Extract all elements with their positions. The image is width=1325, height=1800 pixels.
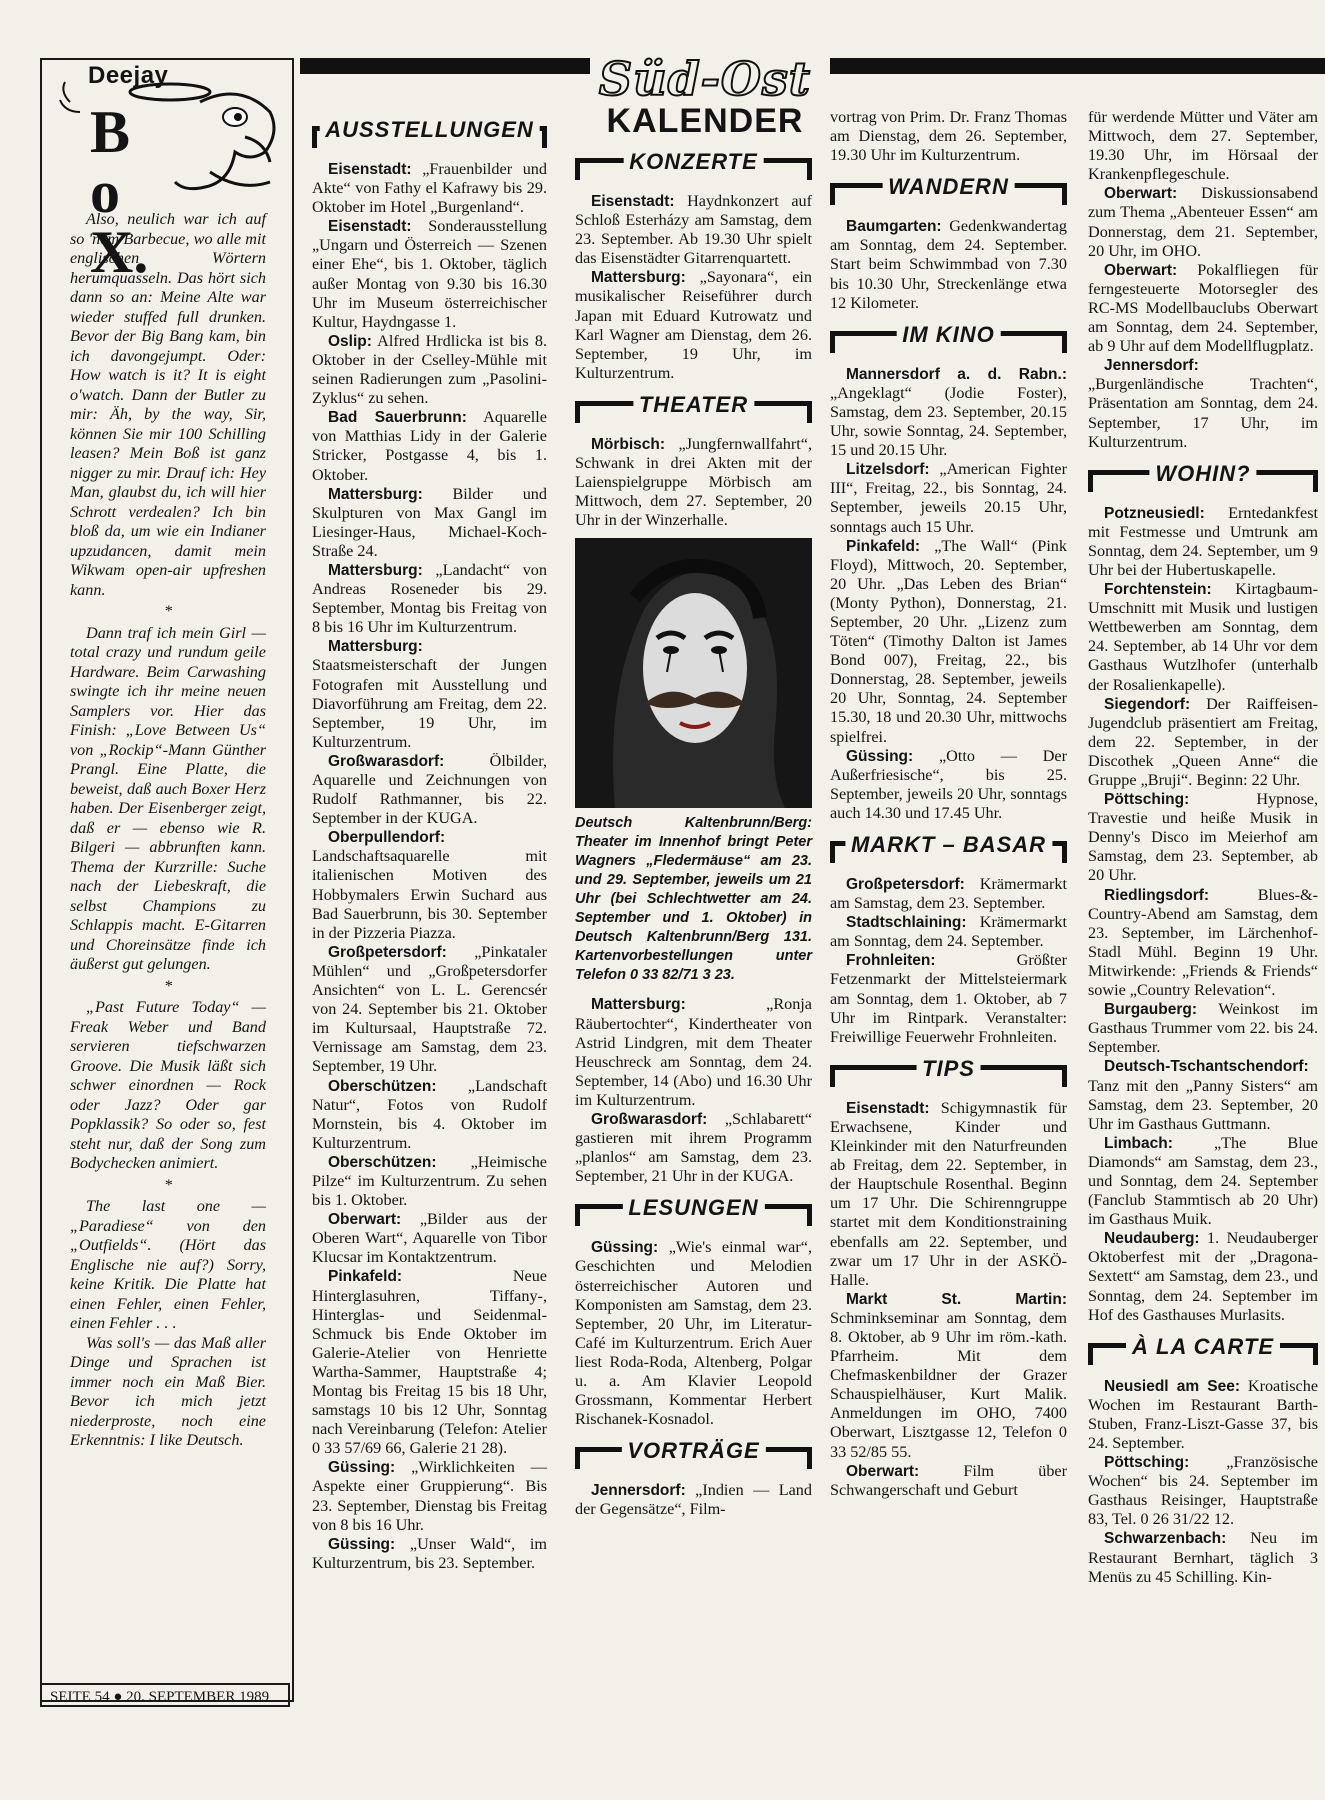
entry-location: Mattersburg: (328, 561, 423, 579)
entry-text: Weinkost im Gasthaus Trummer vom 22. bis 24. September. (1088, 1000, 1318, 1057)
column-ausstellungen (312, 108, 547, 1573)
calendar-entry (1088, 1377, 1318, 1453)
section-title: IM KINO (896, 321, 1001, 349)
entry-list (575, 1238, 812, 1429)
entry-list (575, 1481, 812, 1519)
section-header-vortraege (575, 1437, 812, 1471)
entry-text: „Indien — Land der Gegensätze“, Film- (575, 1481, 812, 1519)
entry-location: Eisenstadt: (846, 1099, 930, 1117)
calendar-entry (1088, 1229, 1318, 1324)
section-title: WANDERN (882, 173, 1015, 201)
entry-location: Oberwart: (846, 1462, 920, 1480)
continued-text: für werdende Mütter und Väter am Mittwoch, dem 27. September, 19.30 Uhr, im Hörsaal der Krankenpflegeschule. (1088, 108, 1318, 184)
calendar-entry (312, 1535, 547, 1573)
section-title: TIPS (916, 1055, 981, 1083)
entry-list (830, 217, 1067, 312)
deejay-paragraph-1: Also, neulich war ich auf so 'nem Barbecue, wo alle mit englischen Wörtern herumquasseln. Das hört sich dann so an: Meine Alte war wieder stuffed full drunken. Bevor der Big Bang kam, bin ich davongejumpt. Oder: How watch is it? It is eight o'watch. Dann der Butler zu mir: Äh, by the way, Sir, können Sie mir 100 Schilling leasen? Mein Boß ist ganz nigger zu mir. Drauf ich: Hey Man, glaubst du, ich will hier Schrott verdealen? Ich bin bloß da, um wie ein Indianer upzudancen, damit mein Wikwam open-air upfreshen kann. (70, 210, 266, 599)
entry-location: Riedlingsdorf: (1104, 886, 1210, 904)
calendar-entry (830, 875, 1067, 913)
calendar-entry (575, 268, 812, 383)
masthead-line2: KALENDER (606, 102, 804, 140)
entry-text: „Frauenbilder und Akte“ von Fathy el Kafrawy bis 29. Oktober im Hotel „Burgenland“. (312, 160, 547, 217)
calendar-entry (312, 752, 547, 828)
entry-text: Hypnose, Travestie und heiße Musik in Denny's Disco im Meierhof am Samstag, dem 23. September, ab 20 Uhr. (1088, 790, 1318, 885)
section-header-kino (830, 321, 1067, 355)
entry-location: Eisenstadt: (328, 161, 412, 178)
calendar-entry (1088, 790, 1318, 885)
calendar-entry (312, 408, 547, 484)
entry-text: Neu im Restaurant Bernhart, täglich 3 Menüs zu 45 Schilling. Kin- (1088, 1529, 1318, 1586)
calendar-entry (830, 217, 1067, 312)
calendar-entry (575, 995, 812, 1110)
calendar-entry (312, 1458, 547, 1534)
entry-text: „Wie's einmal war“, Geschichten und Melodien österreichischer Autoren und Komponisten am Samstag, dem 23. September, 20 Uhr, im Literatur-Café im Kulturzentrum. Erich Auer liest Roda-Roda, Altenberg, Polgar u. a. Am Klavier Leopold Grossmann, Kommentar Herbert Rischanek-Kosnadol. (575, 1238, 812, 1429)
entry-text: „Ronja Räubertochter“, Kindertheater von Astrid Lindgren, mit dem Theater Heuschreck am Sonntag, dem 24. September, 14 (Abo) und 16.30 Uhr im Kulturzentrum. (575, 995, 812, 1109)
deejay-paragraph-2: Dann traf ich mein Girl — total crazy und rundum geile Hardware. Beim Carwashing swingte ich ihr meine neuen Samplers vor. Hier das Finish: „Love Between Us“ von „Rockip“-Mann Günther Prangl. Eine Platte, die beweist, daß auch Boxer Herz haben. Der Eisenberger zeigt, daß er — ebenso wie R. Bilgeri — abbrunften kann. Thema der Kurzrille: Suche nach der Liebeskraft, die selbst Champions zu Schlappis macht. E-Gitarren und Choreinsätze finde ich äußerst gut gelungen. (70, 623, 266, 973)
entry-location: Deutsch-Tschantschendorf: (1104, 1058, 1309, 1076)
entry-text: „The Wall“ (Pink Floyd), Mittwoch, 20. September, 20 Uhr. „Das Leben des Brian“ (Monty Python), Donnerstag, 21. September, 20 Uhr. „Lizenz zum Töten“ (Timothy Dalton ist James Bond 007), Freitag, 22., bis Donnerstag, 28. September, jeweils 20 Uhr, Sonntag, 24. September 15.30, 18 und 20.30 Uhr, mittwochs spielfrei. (830, 536, 1067, 746)
entry-text: „Unser Wald“, im Kulturzentrum, bis 23. September. (312, 1534, 547, 1572)
section-header-ausstellungen (312, 116, 547, 150)
section-header-wohin (1088, 460, 1318, 494)
calendar-entry (312, 485, 547, 561)
calendar-entry (575, 1110, 812, 1186)
top-rule-left (300, 58, 590, 74)
entry-text: „Landschaft Natur“, Fotos von Rudolf Mornstein, bis 4. Oktober im Kulturzentrum. (312, 1076, 547, 1152)
entry-location: Jennersdorf: (1104, 357, 1199, 375)
deejay-column (70, 210, 266, 1451)
entry-location: Mannersdorf a. d. Rabn.: (846, 365, 1067, 383)
entry-text: „Pinkataler Mühlen“ und „Großpetersdorfer Ansichten“ von L. L. Gerencsér von 24. September bis 21. Oktober im Kultursaal, Hauptstraße 72. Vernissage am Samstag, dem 23. September, 19 Uhr. (312, 942, 547, 1076)
entry-text: Schminkseminar am Sonntag, dem 8. Oktober, ab 9 Uhr im röm.-kath. Pfarrheim. Mit dem Chefmaskenbildner der Grazer Schauspielhäuser, Kurt Malik. Anmeldungen im OHO, 7400 Oberwart, Lisztgasse 12, Telefon 0 33 52/85 55. (830, 1308, 1067, 1461)
calendar-entry (312, 1077, 547, 1153)
entry-text: Schigymnastik für Erwachsene, Kinder und Kleinkinder mit den Naturfreunden ab Freitag, dem 22. September, in der Hauptschule Rosenthal. Beginn um 17 Uhr. Die Schirenngruppe startet mit dem Konditionstraining ebenfalls am 22. September, und zwar um 17 Uhr in der ASKÖ-Halle. (830, 1098, 1067, 1289)
calendar-entry (1088, 356, 1318, 451)
entry-text: „Angeklagt“ (Jodie Foster), Samstag, dem 23. September, 20.15 Uhr, sowie Sonntag, 24. September, 15 und 20.15 Uhr. (830, 383, 1067, 460)
calendar-entry (1088, 1057, 1318, 1133)
section-title: WOHIN? (1149, 460, 1256, 488)
calendar-entry (830, 1462, 1067, 1500)
calendar-entry (312, 561, 547, 637)
calendar-entry (312, 828, 547, 943)
deejay-separator: * (163, 976, 173, 995)
entry-list (575, 995, 812, 1186)
photo-caption: Deutsch Kaltenbrunn/Berg: Theater im Innenhof bringt Peter Wagners „Fledermäuse“ am 23. und 29. September, jeweils um 21 Uhr (bei Schlechtwetter am 24. September und 1. Oktober) in Deutsch Kaltenbrunn/Berg 131. Kartenvorbestellungen unter Telefon 0 33 82/71 3 23. (575, 815, 812, 984)
entry-text: „American Fighter III“, Freitag, 22., bis Sonntag, 24. September, jeweils 20.15 Uhr, sonntags auch 15 Uhr. (830, 460, 1067, 536)
entry-location: Oberwart: (1104, 185, 1178, 203)
section-header-wandern (830, 173, 1067, 207)
calendar-entry (312, 1267, 547, 1458)
calendar-entry (830, 1099, 1067, 1290)
column-wandern-kino-tips (830, 108, 1067, 1500)
entry-text: Bilder und Skulpturen von Max Gangl im Liesinger-Haus, Michael-Koch-Straße 24. (312, 484, 547, 560)
section-header-tips (830, 1055, 1067, 1089)
deejay-paragraph-4: The last one — „Paradiese“ von den „Outfields“. (Hört das Englische nie auf?) Sorry, keine Kritik. Die Platte hat einen Fehler, einen Fehler, einen Fehler . . . (70, 1197, 266, 1332)
entry-location: Oberwart: (1104, 261, 1178, 279)
deejay-separator: * (163, 1175, 173, 1194)
entry-text: „Jungfernwallfahrt“, Schwank in drei Akten mit der Laienspielgruppe Mörbisch am Mittwoch, dem 27. September, 20 Uhr in der Winzerhalle. (575, 434, 812, 530)
entry-location: Mattersburg: (591, 996, 686, 1014)
continued-text: vortrag von Prim. Dr. Franz Thomas am Dienstag, dem 26. September, 19.30 Uhr im Kulturzentrum. (830, 108, 1067, 165)
deejay-separator: * (163, 602, 173, 620)
calendar-entry (575, 192, 812, 268)
entry-list (575, 435, 812, 530)
entry-text: Erntedankfest mit Festmesse und Umtrunk am Sonntag, dem 24. September, um 9 Uhr bei der Hubertuskapelle. (1088, 503, 1318, 579)
entry-location: Güssing: (328, 1535, 396, 1553)
masthead-line1: Süd-Ost (598, 52, 812, 106)
entry-location: Litzelsdorf: (846, 461, 930, 479)
deejay-paragraph-3: „Past Future Today“ — Freak Weber und Band servieren tiefschwarzen Groove. Die Musik läßt sich schwer einordnen — Rock oder Jazz? Oder gar Popklassik? So oder so, fest steht nur, daß der Song zum Bodychecken animiert. (70, 998, 266, 1172)
calendar-entry (1088, 695, 1318, 790)
entry-text: „Sayonara“, ein musikalischer Reiseführer durch Japan mit Eduard Kutrowatz und Karl Wagner am Dienstag, dem 26. September, 19 Uhr, im Kulturzentrum. (575, 268, 812, 382)
section-title: LESUNGEN (622, 1194, 764, 1222)
calendar-entry (1088, 261, 1318, 356)
calendar-entry (1088, 184, 1318, 260)
entry-location: Forchtenstein: (1104, 581, 1212, 599)
mime-face-icon (575, 538, 812, 808)
entry-location: Güssing: (328, 1459, 396, 1477)
entry-text: Der Raiffeisen-Jugendclub präsentiert am Freitag, dem 22. September, in der Discothek „Queen Anne“ die Gruppe „Bruji“. Beginn: 22 Uhr. (1088, 694, 1318, 789)
entry-list (830, 875, 1067, 1047)
calendar-entry (830, 460, 1067, 536)
entry-text: Blues-&-Country-Abend am Samstag, dem 23. September, im Lärchenhof-Stadl Mühl. Beginn 19 Uhr. Mitwirkende: „Friends & Friends“ sowie „Country Relevation“. (1088, 885, 1318, 1000)
entry-list (1088, 504, 1318, 1325)
entry-list (312, 160, 547, 1573)
calendar-entry (1088, 1529, 1318, 1586)
entry-list (830, 1099, 1067, 1500)
calendar-entry (312, 943, 547, 1077)
top-rule-right (830, 58, 1325, 74)
entry-location: Burgauberg: (1104, 1001, 1197, 1019)
calendar-entry (1088, 1000, 1318, 1057)
entry-text: Alfred Hrdlicka ist bis 8. Oktober in der Cselley-Mühle mit seinen Radierungen zum „Pasolini-Zyklus“ zu sehen. (312, 331, 547, 408)
calendar-entry (1088, 504, 1318, 580)
calendar-entry (830, 365, 1067, 460)
section-header-markt (830, 831, 1067, 865)
entry-location: Mattersburg: (328, 638, 423, 656)
entry-text: Tanz mit den „Panny Sisters“ am Samstag, dem 23. September, 20 Uhr im Gasthaus Guttmann. (1088, 1076, 1318, 1133)
entry-location: Pinkafeld: (328, 1268, 403, 1286)
calendar-entry (575, 435, 812, 530)
section-header-konzerte (575, 148, 812, 182)
calendar-entry (575, 1481, 812, 1519)
deejay-paragraph-5: Was soll's — das Maß aller Dinge und Sprachen ist immer noch ein Maß Bier. Bevor ich mich jetzt niederproste, noch eine Erkenntnis: I like Deutsch. (70, 1333, 266, 1449)
section-title: KONZERTE (623, 148, 764, 176)
entry-list (1088, 184, 1318, 451)
theater-photo (575, 538, 812, 808)
section-title: AUSSTELLUNGEN (319, 116, 540, 144)
entry-text: „Burgenländische Trachten“, Präsentation am Sonntag, dem 24. September, 17 Uhr, im Kulturzentrum. (1088, 375, 1318, 451)
entry-location: Pöttsching: (1104, 791, 1190, 809)
entry-text: „Heimische Pilze“ im Kulturzentrum. Zu sehen bis 1. Oktober. (312, 1152, 547, 1210)
entry-location: Eisenstadt: (328, 218, 412, 236)
entry-text: „Schlabarett“ gastieren mit ihrem Programm „planlos“ am Samstag, dem 23. September, 21 Uhr in der KUGA. (575, 1109, 812, 1186)
calendar-entry (312, 1153, 547, 1210)
entry-text: Ölbilder, Aquarelle und Zeichnungen von Rudolf Rathmanner, bis 22. September in der KUGA. (312, 751, 547, 828)
entry-text: Diskussionsabend zum Thema „Abenteuer Essen“ am Donnerstag, dem 21. September, 20 Uhr, im OHO. (1088, 184, 1318, 260)
entry-location: Schwarzenbach: (1104, 1530, 1227, 1548)
entry-text: „Otto — Der Außerfriesische“, bis 25. September, jeweils 20 Uhr, sonntags auch 14.30 und 17.45 Uhr. (830, 746, 1067, 822)
deejay-word: Deejay (88, 62, 169, 89)
entry-text: Staatsmeisterschaft der Jungen Fotografen mit Ausstellung und Diavorführung am Freitag, dem 22. September, 19 Uhr, im Kulturzentrum. (312, 656, 547, 751)
entry-location: Eisenstadt: (591, 193, 675, 210)
entry-text: Größter Fetzenmarkt der Mittelsteiermark am Sonntag, dem 1. Oktober, ab 7 Uhr im Rintpark. Veranstalter: Freiwillige Feuerwehr Frohnleiten. (830, 951, 1067, 1046)
entry-location: Großwarasdorf: (591, 1110, 708, 1128)
entry-text: Gedenkwandertag am Sonntag, dem 24. September. Start beim Schwimmbad von 7.30 bis 10.30 Uhr, Streckenlänge etwa 12 Kilometer. (830, 217, 1067, 312)
entry-text: „Landacht“ von Andreas Roseneder bis 29. September, Montag bis Freitag von 8 bis 16 Uhr im Kulturzentrum. (312, 560, 547, 637)
calendar-entry (830, 913, 1067, 951)
page-footer: SEITE 54 ● 20. SEPTEMBER 1989 (40, 1683, 290, 1707)
section-header-theater (575, 391, 812, 425)
calendar-entry (830, 747, 1067, 823)
section-title: À LA CARTE (1126, 1333, 1280, 1361)
entry-location: Großpetersdorf: (846, 876, 965, 893)
entry-text: Aquarelle von Matthias Lidy in der Galerie Stricker, Postgasse 4, bis 1. Oktober. (312, 408, 547, 484)
entry-text: Neue Hinterglasuhren, Tiffany-, Hinterglas- und Seidenmal-Schmuck bis Ende Oktober im Galerie-Atelier von Henriette Wartha-Sammer, Hauptstraße 4; Montag bis Freitag 15 bis 18 Uhr, samstags 10 bis 12 Uhr, Sonntag nach Vereinbarung (Telefon: Atelier 0 33 57/69 66, Galerie 21 28). (312, 1267, 547, 1458)
entry-text: „The Blue Diamonds“ am Samstag, dem 23., und Sonntag, dem 24. September (Fanclub Stammtisch ab 20 Uhr) im Gasthaus Muik. (1088, 1133, 1318, 1229)
entry-text: „Bilder aus der Oberen Wart“, Aquarelle von Tibor Klucsar im Kontaktzentrum. (312, 1210, 547, 1267)
entry-location: Oberschützen: (328, 1153, 437, 1171)
entry-location: Stadtschlaining: (846, 914, 967, 932)
column-wohin-carte (1088, 108, 1318, 1587)
entry-location: Oberpullendorf: (328, 829, 446, 847)
entry-location: Großpetersdorf: (328, 943, 447, 961)
section-title: VORTRÄGE (621, 1437, 765, 1465)
entry-list (830, 365, 1067, 823)
entry-text: Kirtagbaum-Umschnitt mit Musik und lustigen Wettbewerben am Sonntag, dem 24. September, ab 14 Uhr vor dem Gasthaus Wutzlhofer (unterhalb der Rosalienkapelle). (1088, 580, 1318, 694)
entry-location: Oberwart: (328, 1211, 402, 1229)
calendar-entry (575, 1238, 812, 1429)
calendar-entry (1088, 1453, 1318, 1529)
entry-location: Pinkafeld: (846, 537, 921, 555)
entry-location: Jennersdorf: (591, 1482, 686, 1500)
entry-text: 1. Neudauberger Oktoberfest mit der „Dragona-Sextett“ am Samstag, dem 23., und Sonntag, dem 24. September im Hof des Gasthauses Murlasits. (1088, 1229, 1318, 1324)
entry-location: Oberschützen: (328, 1077, 437, 1095)
calendar-entry (312, 332, 547, 408)
entry-text: Pokalfliegen für ferngesteuerte Motorsegler des RC-MS Modellbauclubs Oberwart am Sonntag, dem 24. September, ab 9 Uhr auf dem Modellflugplatz. (1088, 260, 1318, 356)
entry-location: Siegendorf: (1104, 695, 1191, 713)
calendar-entry (830, 951, 1067, 1046)
entry-location: Baumgarten: (846, 218, 942, 236)
entry-location: Mörbisch: (591, 435, 666, 453)
entry-location: Großwarasdorf: (328, 752, 445, 770)
deejay-box-word: BoX. (90, 99, 149, 285)
entry-text: Sonderausstellung „Ungarn und Österreich — Szenen einer Ehe“, bis 1. Oktober, täglich außer Montag von 9.30 bis 16.30 Uhr im Museum österreichischer Kultur, Haydngasse 1. (312, 217, 547, 331)
entry-location: Pöttsching: (1104, 1454, 1190, 1472)
calendar-entry (312, 217, 547, 332)
entry-text: „Wirklichkeiten — Aspekte einer Gruppierung“. Bis 23. September, Dienstag bis Freitag von 8 bis 16 Uhr. (312, 1458, 547, 1534)
calendar-entry (830, 537, 1067, 747)
section-title: THEATER (633, 391, 754, 419)
entry-location: Güssing: (591, 1239, 659, 1257)
entry-text: Film über Schwangerschaft und Geburt (830, 1461, 1067, 1499)
entry-location: Markt St. Martin: (846, 1290, 1067, 1308)
entry-location: Neudauberg: (1104, 1230, 1200, 1248)
section-header-carte (1088, 1333, 1318, 1367)
entry-location: Potzneusiedl: (1104, 504, 1205, 522)
entry-list (1088, 1377, 1318, 1587)
column-konzerte-theater (575, 140, 812, 1519)
entry-location: Güssing: (846, 747, 914, 765)
entry-location: Mattersburg: (591, 269, 686, 287)
section-title: MARKT – BASAR (845, 831, 1052, 859)
calendar-entry (312, 637, 547, 752)
calendar-entry (1088, 580, 1318, 695)
entry-location: Neusiedl am See: (1104, 1377, 1241, 1395)
entry-text: „Französische Wochen“ bis 24. September im Gasthaus Reisinger, Hauptstraße 83, Tel. 0 26 31/22 12. (1088, 1453, 1318, 1529)
calendar-entry (312, 1210, 547, 1267)
entry-text: Kroatische Wochen im Restaurant Barth-Stuben, Franz-Liszt-Gasse 37, bis 24. September. (1088, 1376, 1319, 1452)
entry-location: Frohnleiten: (846, 952, 936, 970)
deejay-logo (50, 62, 286, 285)
calendar-entry (1088, 886, 1318, 1001)
entry-list (575, 192, 812, 383)
calendar-entry (1088, 1134, 1318, 1229)
entry-text: Haydnkonzert auf Schloß Esterházy am Samstag, dem 23. September. Ab 19.30 Uhr spielt das Eisenstädter Gitarrenquartett. (575, 192, 812, 268)
entry-location: Mattersburg: (328, 485, 423, 503)
entry-location: Oslip: (328, 332, 372, 350)
section-header-lesungen (575, 1194, 812, 1228)
masthead (575, 52, 835, 150)
entry-text: Krämermarkt am Samstag, dem 23. September. (830, 875, 1067, 913)
entry-location: Bad Sauerbrunn: (328, 409, 467, 427)
calendar-entry (312, 160, 547, 217)
calendar-entry (830, 1290, 1067, 1462)
entry-text: Landschaftsaquarelle mit italienischen Motiven des Hobbymalers Erwin Suchard aus Bad Sauerbrunn, bis 30. September in der Pizzeria Piazza. (312, 847, 547, 942)
entry-location: Limbach: (1104, 1134, 1173, 1152)
entry-text: Krämermarkt am Sonntag, dem 24. September. (830, 913, 1067, 951)
